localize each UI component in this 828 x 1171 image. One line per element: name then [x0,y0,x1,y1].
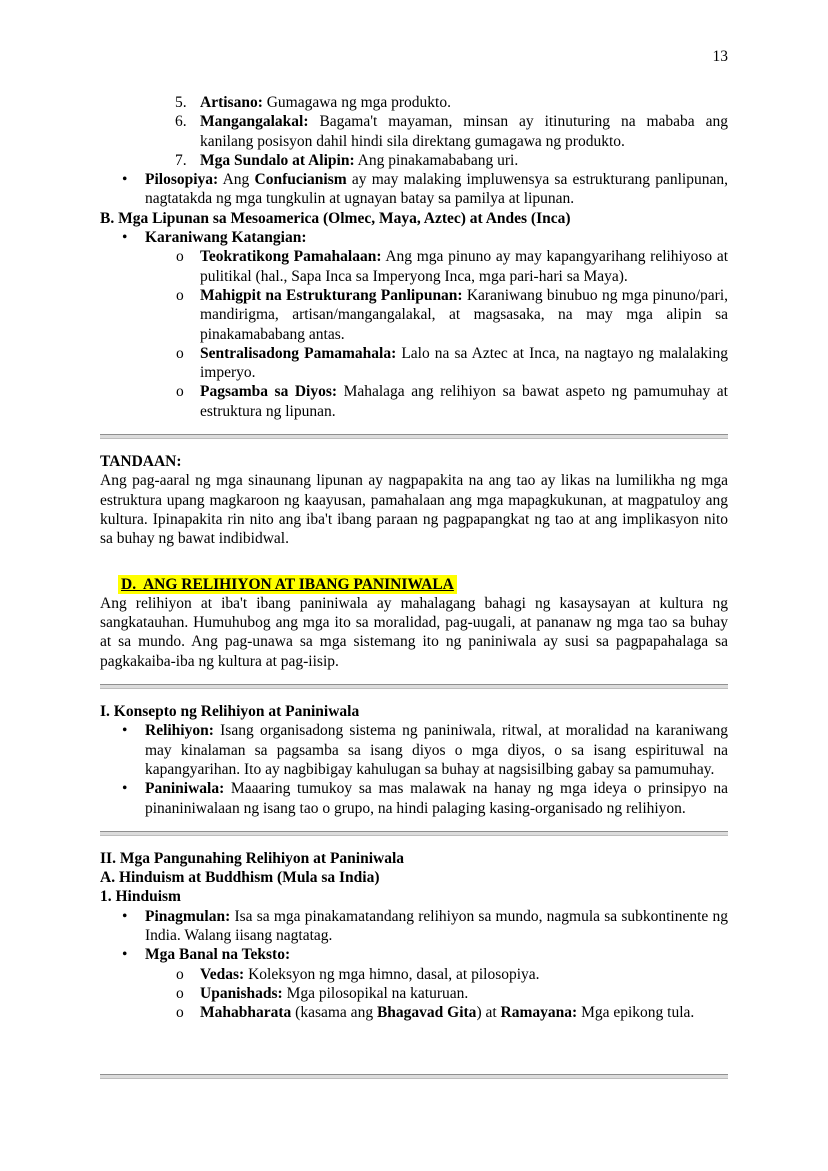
list-number: 5. [175,94,187,111]
list-item-text: Sentralisadong Pamamahala: Lalo na sa Aztec at Inca, na nagtayo ng malalaking imperyo. [200,344,728,382]
relihiyon-intro-paragraph: Ang relihiyon at iba't ibang paniniwala ay mahalagang bahagi ng kasaysayan at kultura ng sangkatauhan. Humuhubog ang mga ito sa moralidad, pag-uugali, at pananaw ng mga tao sa buhay at sa mundo. Ang pag-unawa sa mga sistemang ito ng paniniwala ay susi sa pagpapahalaga sa pagkakaiba-iba ng kultura at pag-iisip. [100,594,728,670]
sub-bullet-list-item [100,344,728,383]
list-item-text: Artisano: Gumagawa ng mga produkto. [200,94,451,111]
sub-bullet-list-item [100,965,728,984]
circle-bullet-icon: o [176,965,184,983]
bullet-list-item [100,721,728,779]
sub-bullet-list-item [100,1003,728,1022]
list-item-text: Mahabharata (kasama ang Bhagavad Gita) at Ramayana: Mga epikong tula. [200,1004,695,1022]
numbered-list-item [100,93,728,112]
sub-bullet-list-item [100,382,728,421]
list-number: 7. [175,151,187,169]
list-item-text: Pinagmulan: Isa sa mga pinakamatandang relihiyon sa mundo, nagmula sa subkontinente ng India. Walang iisang nagtatag. [145,907,728,944]
section-heading-i: I. Konsepto ng Relihiyon at Paniniwala [100,703,360,721]
bullet-icon: • [122,946,128,964]
list-item-text: Mahigpit na Estrukturang Panlipunan: Karaniwang binubuo ng mga pinuno/pari, mandirigma, artisan/mangangalakal, at magsasaka, na may mga alipin sa pinakamababang antas. [200,286,728,343]
sub-bullet-list-item [100,247,728,286]
list-item-text: Upanishads: Mga pilosopikal na katuruan. [200,984,469,1002]
bullet-list-item [100,170,728,209]
bullet-icon: • [122,171,128,189]
section-heading-d-row [118,575,728,594]
section-heading-ii: II. Mga Pangunahing Relihiyon at Paniniwala [100,849,405,867]
horizontal-rule [100,831,728,836]
list-item-text: Mangangalakal: Bagama't mayaman, minsan ay itinuturing na mababa ang kanilang posisyon dahil hindi sila direktang gumagawa ng produkto. [200,113,728,150]
section-heading-1-hinduism: 1. Hinduism [100,888,181,906]
circle-bullet-icon: o [176,1004,184,1022]
horizontal-rule [100,434,728,439]
tandaan-paragraph: Ang pag-aaral ng mga sinaunang lipunan ay nagpapakita na ang tao ay likas na lumilikha ng mga estruktura upang magkaroon ng kaayusan, pamahalaan ang mga mapagkukunan, at magpatuloy ang kultura. Ipinapakita rin nito ang iba't ibang paraan ng pagpapangkat ng tao at ang implikasyon nito sa buhay ng bawat indibidwal. [100,472,728,548]
circle-bullet-icon: o [176,286,184,304]
list-item-text: Paniniwala: Maaaring tumukoy sa mas malawak na hanay ng mga ideya o prinsipyo na pinaniniwalaan ng isang tao o grupo, na hindi palaging kasing-organisado ng relihiyon. [145,780,728,817]
sub-bullet-list-item [100,984,728,1003]
bullet-icon: • [122,780,128,798]
bullet-icon: • [122,229,128,247]
circle-bullet-icon: o [176,984,184,1002]
section-heading-b: B. Mga Lipunan sa Mesoamerica (Olmec, Maya, Aztec) at Andes (Inca) [100,209,571,227]
horizontal-rule [100,1074,728,1079]
circle-bullet-icon: o [176,248,184,266]
numbered-list-item [100,112,728,151]
list-item-text: Mga Banal na Teksto: [145,946,291,964]
sub-bullet-list-item [100,286,728,344]
tandaan-label: TANDAAN: [100,453,182,471]
circle-bullet-icon: o [176,383,184,401]
list-item-text: Karaniwang Katangian: [145,229,307,247]
highlighted-heading: D. ANG RELIHIYON AT IBANG PANINIWALA [118,575,457,594]
bullet-list-item [100,779,728,818]
circle-bullet-icon: o [176,344,184,362]
horizontal-rule [100,684,728,689]
list-item-text: Mga Sundalo at Alipin: Ang pinakamababang uri. [200,151,519,169]
bullet-list-item [100,945,728,964]
bullet-list-item [100,907,728,946]
numbered-list-item [100,151,728,170]
list-item-text: Teokratikong Pamahalaan: Ang mga pinuno ay may kapangyarihang relihiyoso at pulitikal (hal., Sapa Inca sa Imperyong Inca, mga pari-hari sa Maya). [200,248,729,285]
list-item-text: Relihiyon: Isang organisadong sistema ng paniniwala, ritwal, at moralidad na karaniwang may kinalaman sa pagsamba sa isang diyos o mga diyos, o sa isang espirituwal na kapangyarihan. Ito ay nagbibigay kahulugan sa buhay at nagsisilbing gabay sa pamumuhay. [145,722,728,778]
bullet-icon: • [122,722,128,740]
bullet-list-item [100,228,728,247]
list-item-text: Pilosopiya: Ang Confucianism ay may malaking impluwensya sa estrukturang panlipunan, nagtatakda ng mga tungkulin at ugnayan batay sa pamilya at lipunan. [145,171,728,208]
list-item-text: Vedas: Koleksyon ng mga himno, dasal, at pilosopiya. [200,965,540,983]
section-heading-a-hinduism: A. Hinduism at Buddhism (Mula sa India) [100,869,380,887]
list-number: 6. [175,113,187,131]
page-number: 13 [712,48,728,65]
bullet-icon: • [122,907,128,925]
list-item-text: Pagsamba sa Diyos: Mahalaga ang relihiyon sa bawat aspeto ng pamumuhay at estruktura ng lipunan. [200,383,728,420]
